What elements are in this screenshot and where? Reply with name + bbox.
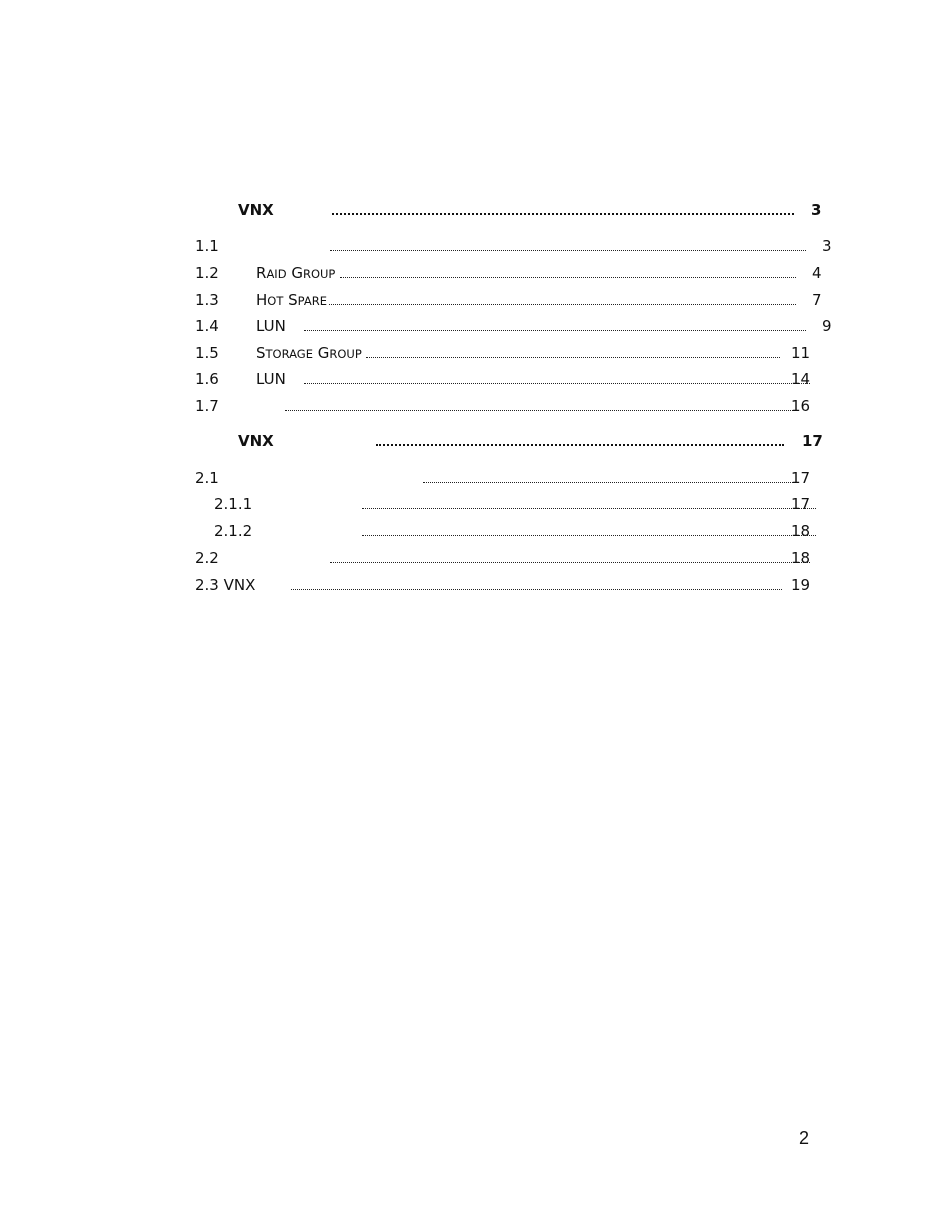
title-small-caps: ROUP	[302, 267, 336, 281]
toc-page-number: 18	[791, 522, 811, 540]
toc-leader-dots	[330, 562, 810, 563]
toc-section-number: 2.1.2	[214, 522, 253, 540]
toc-page-number: 17	[791, 495, 811, 513]
toc-entry-2-1[interactable]	[0, 468, 950, 488]
toc-page-number: 19	[791, 576, 811, 594]
toc-entry-1-1[interactable]	[0, 236, 950, 256]
toc-entry-1-2[interactable]	[0, 263, 950, 283]
title-small-caps: OT	[267, 294, 284, 308]
toc-leader-dots	[330, 250, 806, 251]
toc-section-number: 1.1	[195, 237, 219, 255]
title-cap-letter: G	[317, 344, 330, 362]
toc-entry-1-7[interactable]	[0, 396, 950, 416]
title-small-caps: ROUP	[329, 347, 362, 361]
title-small-caps: TORAGE	[265, 347, 313, 361]
toc-chapter-title: VNX	[238, 201, 274, 219]
toc-page-number: 18	[791, 549, 811, 567]
toc-leader-dots	[362, 535, 816, 536]
toc-section-number: 1.7	[195, 397, 219, 415]
toc-section-title: LUN	[256, 317, 286, 335]
title-small-caps: AID	[266, 267, 287, 281]
toc-leader-dots	[423, 482, 795, 483]
toc-section-title: LUN	[256, 370, 286, 388]
toc-page-number: 17	[802, 432, 823, 450]
title-cap-letter: R	[256, 264, 267, 282]
toc-entry-1-3[interactable]	[0, 290, 950, 310]
toc-section-number: 1.6	[195, 370, 219, 388]
toc-chapter-title: VNX	[238, 432, 274, 450]
toc-leader-dots	[304, 330, 806, 331]
toc-page-number: 17	[791, 469, 811, 487]
toc-section-number: 2.2	[195, 549, 219, 567]
toc-entry-2-1-2[interactable]	[0, 521, 950, 541]
title-small-caps: PARE	[297, 294, 327, 308]
toc-leader-dots	[304, 383, 810, 384]
toc-section-number: 1.4	[195, 317, 219, 335]
toc-page-number: 3	[811, 201, 822, 219]
toc-leader-dots	[291, 589, 782, 590]
toc-section-number: 1.5	[195, 344, 219, 362]
toc-entry-1-4[interactable]	[0, 316, 950, 336]
toc-page-number: 14	[791, 370, 811, 388]
title-cap-letter: G	[291, 264, 303, 282]
toc-page-number: 16	[791, 397, 811, 415]
page-number: 2	[799, 1128, 810, 1148]
title-cap-letter: H	[256, 291, 268, 309]
toc-leader-dots	[340, 277, 796, 278]
toc-section-number: 2.1	[195, 469, 219, 487]
toc-leader-dots	[376, 444, 784, 446]
toc-section-number: 2.3 VNX	[195, 576, 256, 594]
toc-chapter-2[interactable]	[0, 431, 950, 451]
toc-leader-dots	[329, 304, 796, 305]
toc-leader-dots	[366, 357, 780, 358]
toc-page-number: 3	[822, 237, 832, 255]
toc-entry-2-2[interactable]	[0, 548, 950, 568]
toc-section-title	[256, 290, 327, 311]
toc-section-number: 1.3	[195, 291, 219, 309]
title-cap-letter: S	[256, 344, 266, 362]
toc-section-title	[256, 263, 335, 284]
toc-leader-dots	[362, 508, 816, 509]
toc-chapter-1[interactable]	[0, 200, 950, 220]
toc-section-number: 1.2	[195, 264, 219, 282]
toc-page-number: 11	[791, 344, 811, 362]
toc-page-number: 7	[812, 291, 822, 309]
title-cap-letter: S	[288, 291, 298, 309]
toc-page-number: 4	[812, 264, 822, 282]
toc-entry-2-1-1[interactable]	[0, 494, 950, 514]
toc-leader-dots	[285, 410, 795, 411]
toc-entry-2-3[interactable]	[0, 575, 950, 595]
toc-section-number: 2.1.1	[214, 495, 253, 513]
toc-page-number: 9	[822, 317, 832, 335]
toc-entry-1-5[interactable]	[0, 343, 950, 363]
toc-leader-dots	[332, 213, 794, 215]
toc-entry-1-6[interactable]	[0, 369, 950, 389]
toc-section-title	[256, 343, 362, 364]
